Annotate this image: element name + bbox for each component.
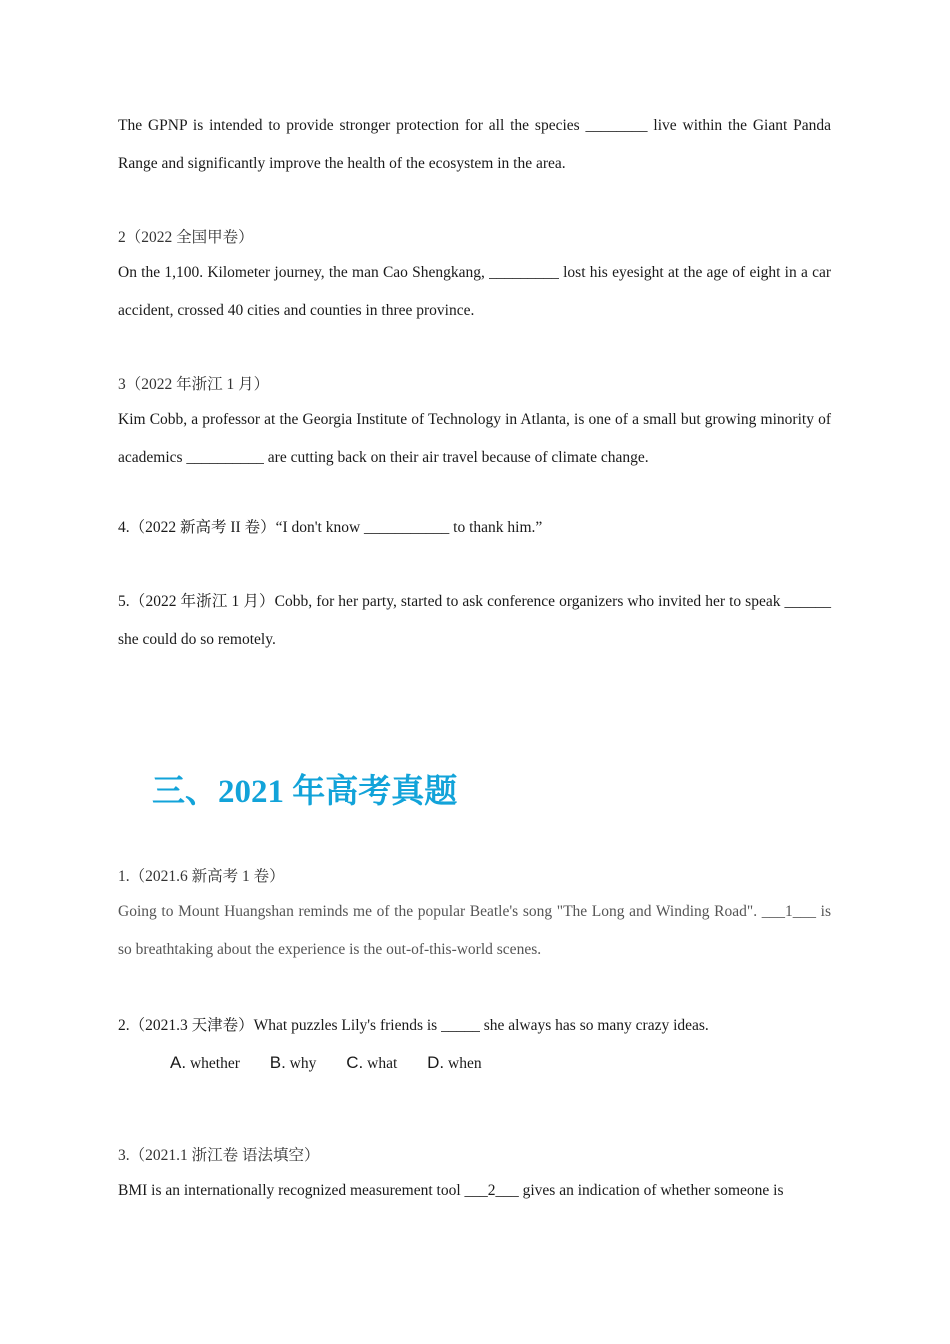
option-c-word: what	[367, 1055, 398, 1072]
question-gpnp-text: The GPNP is intended to provide stronger protection for all the species ________ live within the Giant Panda Range and significantly improve the health of the ecosystem in the area.	[118, 117, 831, 172]
option-a	[170, 1051, 240, 1076]
question-2021-1-text: Going to Mount Huangshan reminds me of the popular Beatle's song "The Long and Winding Road". ___1___ is so breathtaking about the experience is the out-of-this-world scenes.	[118, 903, 831, 958]
option-b-letter: B.	[269, 1053, 286, 1072]
section-heading: 三、2021 年高考真题	[152, 774, 458, 810]
question-2021-3-label: 3.（2021.1 浙江卷 语法填空）	[118, 1147, 320, 1164]
question-2022-3-label: 3（2022 年浙江 1 月）	[118, 376, 270, 393]
question-2022-4-text: 4.（2022 新高考 II 卷）“I don't know ___________ to thank him.”	[118, 519, 543, 536]
question-2021-1-label: 1.（2021.6 新高考 1 卷）	[118, 868, 285, 885]
option-d-word: when	[448, 1055, 482, 1072]
option-a-word: whether	[189, 1055, 240, 1072]
question-2021-2-text: 2.（2021.3 天津卷）What puzzles Lily's friends is _____ she always has so many crazy ideas.	[118, 1017, 709, 1034]
option-c-letter: C.	[346, 1053, 364, 1072]
question-2022-5-text: 5.（2022 年浙江 1 月）Cobb, for her party, started to ask conference organizers who invited her to speak ______ she could do so remotely.	[118, 593, 831, 648]
option-a-letter: A.	[170, 1053, 187, 1072]
option-d	[427, 1051, 481, 1076]
option-b-word: why	[289, 1055, 317, 1072]
option-c	[346, 1051, 397, 1076]
option-d-letter: D.	[427, 1053, 445, 1072]
question-2021-3-text: BMI is an internationally recognized measurement tool ___2___ gives an indication of whether someone is	[118, 1182, 784, 1199]
question-2022-2-label: 2（2022 全国甲卷）	[118, 229, 254, 246]
question-2022-3-text: Kim Cobb, a professor at the Georgia Institute of Technology in Atlanta, is one of a small but growing minority of academics __________ are cutting back on their air travel because of climate change.	[118, 411, 831, 466]
question-2021-2-options	[170, 1051, 508, 1076]
option-b	[270, 1051, 317, 1076]
question-2022-2-text: On the 1,100. Kilometer journey, the man Cao Shengkang, _________ lost his eyesight at the age of eight in a car accident, crossed 40 cities and counties in three province.	[118, 264, 831, 319]
